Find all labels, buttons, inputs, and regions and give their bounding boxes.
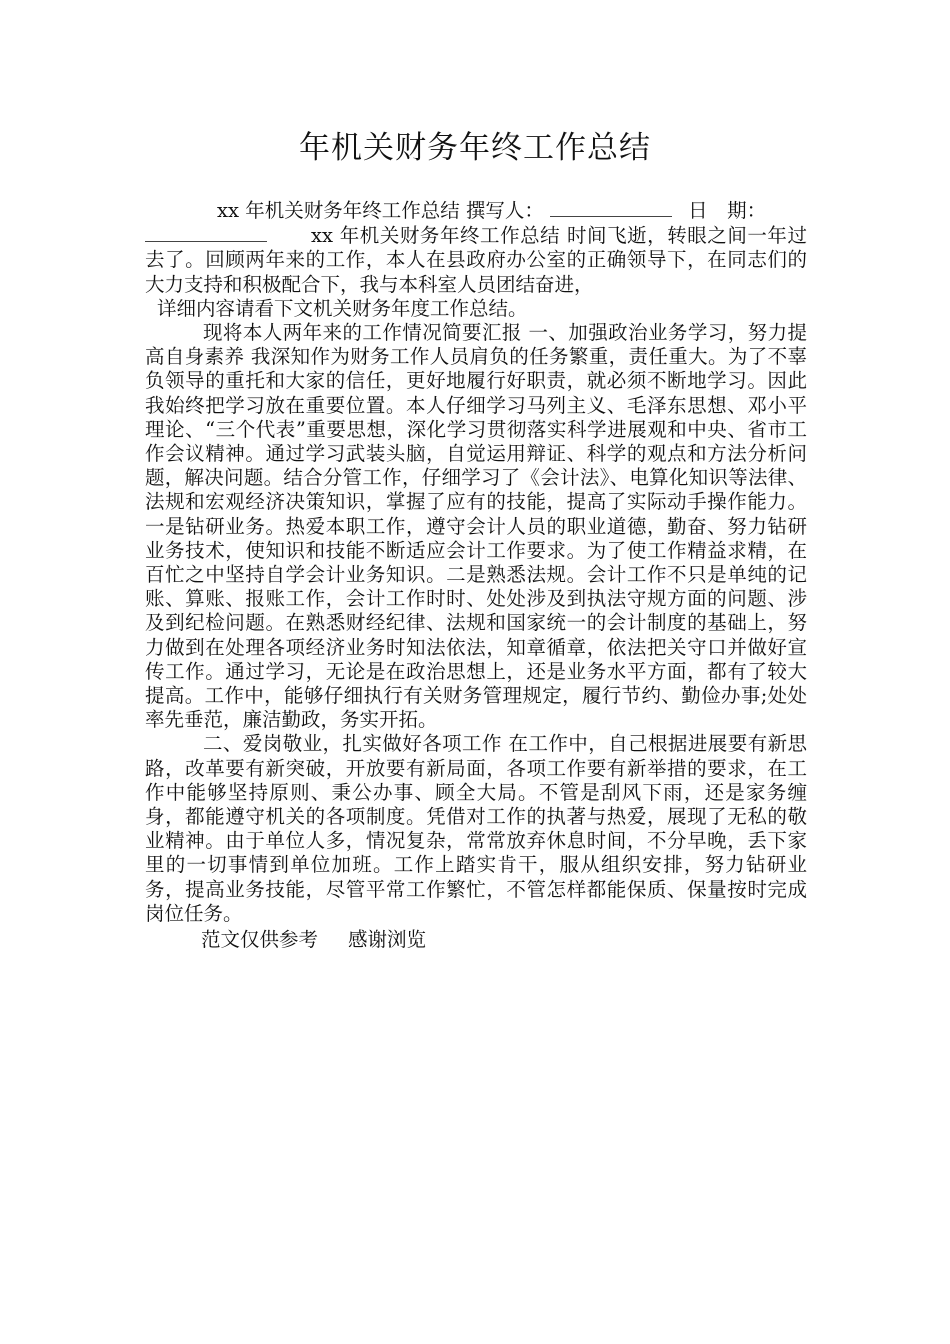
footer-thanks: 感谢浏览 [348, 928, 427, 952]
author-blank [550, 198, 672, 217]
intro-tail: 详细内容请看下文机关财务年度工作总结。 [157, 296, 528, 320]
date-label: 日 期： [688, 199, 767, 222]
footer-reference: 范文仅供参考 [201, 928, 319, 952]
document-body [145, 198, 807, 952]
body-paragraph-1: 现将本人两年来的工作情况简要汇报 一、加强政治业务学习，努力提高自身素养 我深知作为财务工作人员肩负的任务繁重，责任重大。为了不辜负领导的重托和大家的信任，更好地履行好职责，就必须不断地学习。因此我始终把学习放在重要位置。本人仔细学习马列主义、毛泽东思想、邓小平理论、“三个代表”重要思想，深化学习贯彻落实科学进展观和中央、省市工作会议精神。通过学习武装头脑，自觉运用辩证、科学的观点和方法分析问题，解决问题。结合分管工作，仔细学习了《会计法》、电算化知识等法律、法规和宏观经济决策知识，掌握了应有的技能，提高了实际动手操作能力。一是钻研业务。热爱本职工作，遵守会计人员的职业道德，勤奋、努力钻研业务技术，使知识和技能不断适应会计工作要求。为了使工作精益求精，在百忙之中坚持自学会计业务知识。二是熟悉法规。会计工作不只是单纯的记账、算账、报账工作，会计工作时时、处处涉及到执法守规方面的问题、涉及到纪检问题。在熟悉财经纪律、法规和国家统一的会计制度的基础上，努力做到在处理各项经济业务时知法依法，知章循章，依法把关守口并做好宣传工作。通过学习，无论是在政治思想上，还是业务水平方面，都有了较大提高。工作中，能够仔细执行有关财务管理规定，履行节约、勤俭办事;处处率先垂范，廉洁勤政，务实开拓。 [145, 321, 807, 732]
intro-text: 时间飞逝，转眼之间一年过去了。回顾两年来的工作，本人在县政府办公室的正确领导下，在同志们的大力支持和积极配合下，我与本科室人员团结奋进， [145, 224, 807, 296]
intro-prefix: xx 年机关财务年终工作总结 [311, 224, 561, 248]
doc-name: xx 年机关财务年终工作总结 [217, 199, 460, 222]
footer-line [145, 928, 807, 952]
intro-paragraph [145, 223, 807, 297]
body-paragraph-2: 二、爱岗敬业，扎实做好各项工作 在工作中，自己根据进展要有新思路，改革要有新突破，开放要有新局面，各项工作要有新举措的要求，在工作中能够坚持原则、秉公办事、顾全大局。不管是刮风下雨，还是家务缠身，都能遵守机关的各项制度。凭借对工作的执著与热爱，展现了无私的敬业精神。由于单位人多，情况复杂，常常放弃休息时间，不分早晚，丢下家里的一切事情到单位加班。工作上踏实肯干，服从组织安排，努力钻研业务，提高业务技能，尽管平常工作繁忙，不管怎样都能保质、保量按时完成岗位任务。 [145, 732, 807, 925]
meta-line [145, 198, 807, 223]
author-label: 撰写人： [465, 199, 544, 222]
document-title: 年机关财务年终工作总结 [299, 130, 651, 166]
date-blank [145, 223, 267, 242]
